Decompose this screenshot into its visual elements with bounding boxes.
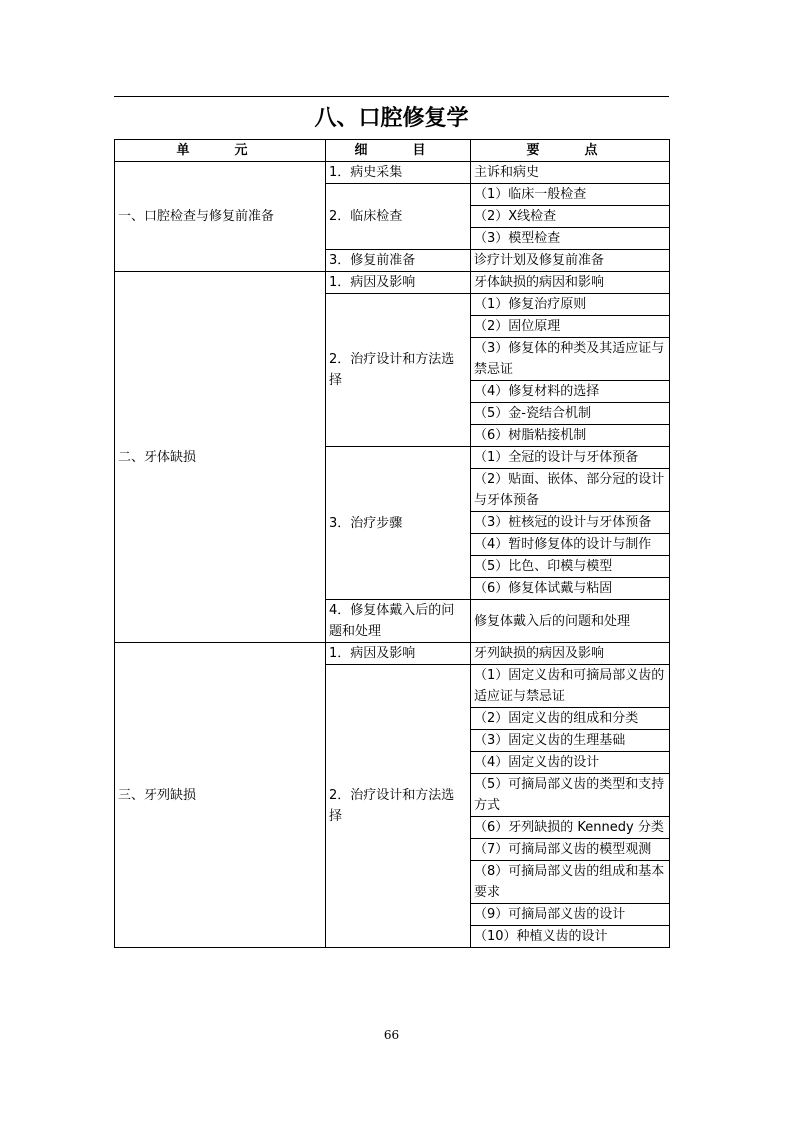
point-cell: （6）牙列缺损的 Kennedy 分类 — [471, 817, 670, 839]
header-point: 要 点 — [471, 140, 670, 162]
point-cell: 修复体戴入后的问题和处理 — [471, 600, 670, 643]
point-cell: （10）种植义齿的设计 — [471, 926, 670, 948]
item-cell: 1．病史采集 — [326, 162, 471, 184]
point-cell: 牙列缺损的病因及影响 — [471, 643, 670, 665]
point-cell: （5）可摘局部义齿的类型和支持方式 — [471, 774, 670, 817]
item-cell: 3．修复前准备 — [326, 250, 471, 272]
point-cell: 主诉和病史 — [471, 162, 670, 184]
point-cell: （1）全冠的设计与牙体预备 — [471, 447, 670, 469]
point-cell: 诊疗计划及修复前准备 — [471, 250, 670, 272]
point-cell: （3）固定义齿的生理基础 — [471, 730, 670, 752]
header-rule — [114, 96, 669, 97]
unit-cell: 一、口腔检查与修复前准备 — [115, 162, 326, 272]
syllabus-table — [114, 139, 670, 948]
page-title: 八、口腔修复学 — [314, 105, 469, 131]
point-cell: （6）树脂粘接机制 — [471, 425, 670, 447]
point-cell: （5）金-瓷结合机制 — [471, 403, 670, 425]
item-cell: 3．治疗步骤 — [326, 447, 471, 600]
point-cell: （2）固定义齿的组成和分类 — [471, 708, 670, 730]
unit-cell: 二、牙体缺损 — [115, 272, 326, 643]
item-cell: 2．临床检查 — [326, 184, 471, 250]
header-unit: 单 元 — [115, 140, 326, 162]
point-cell: （2）X线检查 — [471, 206, 670, 228]
point-cell: （1）临床一般检查 — [471, 184, 670, 206]
point-cell: （3）模型检查 — [471, 228, 670, 250]
point-cell: （4）暂时修复体的设计与制作 — [471, 534, 670, 556]
page-number: 66 — [383, 1028, 400, 1042]
point-cell: （3）桩核冠的设计与牙体预备 — [471, 512, 670, 534]
point-cell: （4）固定义齿的设计 — [471, 752, 670, 774]
point-cell: （9）可摘局部义齿的设计 — [471, 904, 670, 926]
point-cell: （2）固位原理 — [471, 316, 670, 338]
item-cell: 4．修复体戴入后的问题和处理 — [326, 600, 471, 643]
item-cell: 1．病因及影响 — [326, 272, 471, 294]
point-cell: （1）修复治疗原则 — [471, 294, 670, 316]
table-row — [115, 272, 670, 294]
table-header-row — [115, 140, 670, 162]
table-row — [115, 643, 670, 665]
point-cell: （2）贴面、嵌体、部分冠的设计与牙体预备 — [471, 469, 670, 512]
item-cell: 1．病因及影响 — [326, 643, 471, 665]
point-cell: （5）比色、印模与模型 — [471, 556, 670, 578]
point-cell: 牙体缺损的病因和影响 — [471, 272, 670, 294]
point-cell: （7）可摘局部义齿的模型观测 — [471, 839, 670, 861]
header-item: 细 目 — [326, 140, 471, 162]
point-cell: （4）修复材料的选择 — [471, 381, 670, 403]
point-cell: （6）修复体试戴与粘固 — [471, 578, 670, 600]
table-row — [115, 162, 670, 184]
point-cell: （8）可摘局部义齿的组成和基本要求 — [471, 861, 670, 904]
point-cell: （1）固定义齿和可摘局部义齿的适应证与禁忌证 — [471, 665, 670, 708]
item-cell: 2．治疗设计和方法选择 — [326, 294, 471, 447]
item-cell: 2．治疗设计和方法选择 — [326, 665, 471, 948]
unit-cell: 三、牙列缺损 — [115, 643, 326, 948]
point-cell: （3）修复体的种类及其适应证与禁忌证 — [471, 338, 670, 381]
